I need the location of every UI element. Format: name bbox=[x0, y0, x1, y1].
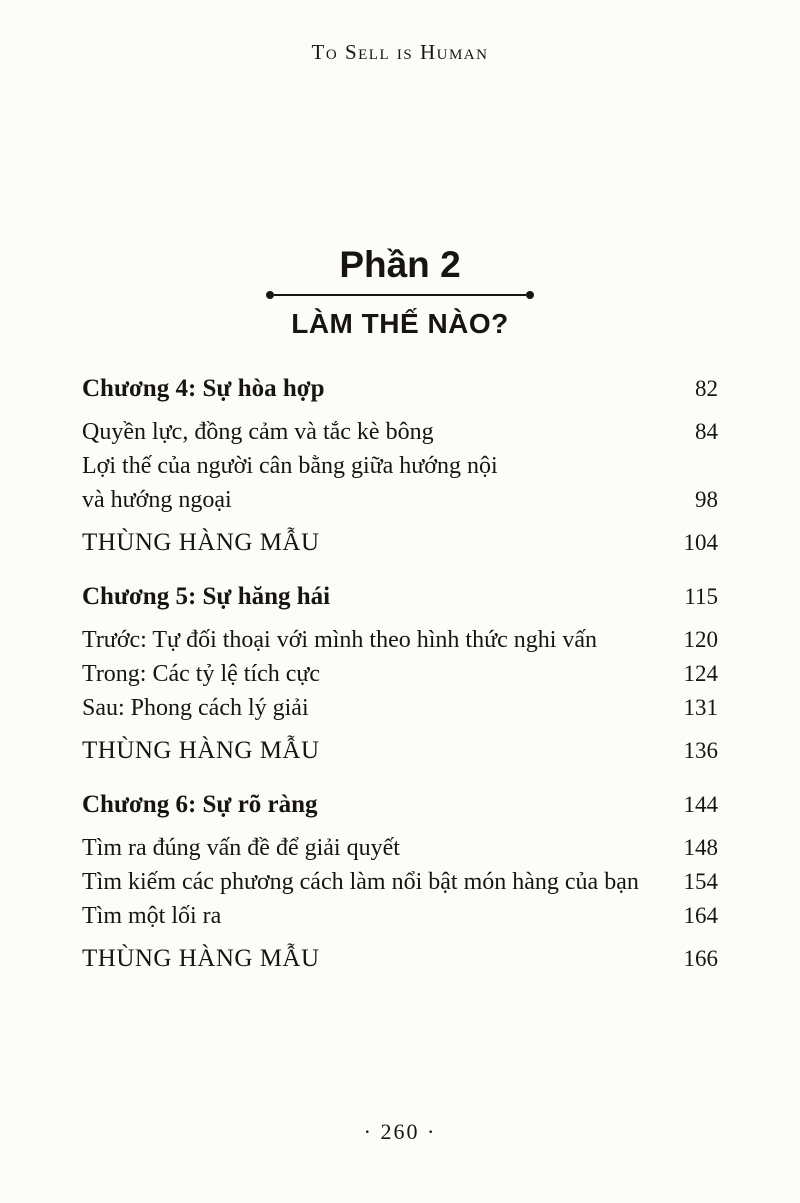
entry-title: Quyền lực, đồng cảm và tắc kè bông bbox=[82, 419, 434, 445]
page-number: 144 bbox=[683, 792, 718, 817]
page-number: 82 bbox=[695, 376, 718, 401]
divider-line bbox=[274, 294, 526, 297]
entry-title: Tìm ra đúng vấn đề để giải quyết bbox=[82, 835, 400, 861]
part-label: Phần 2 bbox=[339, 244, 461, 285]
toc-row-entry bbox=[82, 657, 718, 691]
toc-row-entry bbox=[82, 691, 718, 725]
page-number: 148 bbox=[683, 835, 718, 860]
toc-row-entry bbox=[82, 415, 718, 449]
entry-title: Tìm một lối ra bbox=[82, 903, 222, 929]
page-number: 84 bbox=[695, 419, 718, 444]
toc-row-entry bbox=[82, 623, 718, 657]
entry-title: Tìm kiếm các phương cách làm nổi bật món hàng của bạn bbox=[82, 869, 639, 895]
toc-row-chapter bbox=[82, 372, 718, 406]
divider-dot-right bbox=[526, 291, 534, 299]
part-heading bbox=[82, 246, 718, 340]
toc-row-entry bbox=[82, 865, 718, 899]
toc-row-entry bbox=[82, 899, 718, 933]
page-number: 166 bbox=[683, 946, 718, 971]
chapter-title: Chương 6: Sự rõ ràng bbox=[82, 791, 318, 818]
entry-title: Trước: Tự đối thoại với mình theo hình thức nghi vấn bbox=[82, 627, 598, 653]
divider-dot-left bbox=[266, 291, 274, 299]
page-number: 154 bbox=[683, 869, 718, 894]
page-number: 98 bbox=[695, 487, 718, 512]
toc-row-sample-case bbox=[82, 734, 718, 768]
page-number: 136 bbox=[683, 738, 718, 763]
entry-title: Trong: Các tỷ lệ tích cực bbox=[82, 661, 321, 687]
chapter-title: Chương 5: Sự hăng hái bbox=[82, 583, 331, 610]
page-number: 131 bbox=[683, 695, 718, 720]
toc-row-entry bbox=[82, 831, 718, 865]
entry-title: Sau: Phong cách lý giải bbox=[82, 695, 309, 721]
folio-page-number: · 260 · bbox=[363, 1119, 437, 1144]
chapter-title: Chương 4: Sự hòa hợp bbox=[82, 375, 325, 402]
toc-row-sample-case bbox=[82, 526, 718, 560]
toc-row-sample-case bbox=[82, 942, 718, 976]
page-number: 124 bbox=[683, 661, 718, 686]
table-of-contents bbox=[82, 372, 718, 976]
page-number: 120 bbox=[683, 627, 718, 652]
page-number: 104 bbox=[683, 530, 718, 555]
toc-row-chapter bbox=[82, 788, 718, 822]
entry-title-line-1: Lợi thế của người cân bằng giữa hướng nội bbox=[82, 453, 498, 479]
sample-case-title: THÙNG HÀNG MẪU bbox=[82, 737, 320, 764]
page-number: 115 bbox=[684, 584, 718, 609]
entry-title-line-2: và hướng ngoại bbox=[82, 487, 232, 513]
sample-case-title: THÙNG HÀNG MẪU bbox=[82, 529, 320, 556]
running-head: To Sell is Human bbox=[311, 40, 489, 64]
page-number: 164 bbox=[683, 903, 718, 928]
part-divider bbox=[266, 291, 534, 299]
part-title: LÀM THẾ NÀO? bbox=[291, 308, 509, 339]
toc-row-entry-multiline bbox=[82, 449, 718, 517]
entry-title bbox=[82, 449, 498, 517]
toc-row-chapter bbox=[82, 580, 718, 614]
sample-case-title: THÙNG HÀNG MẪU bbox=[82, 945, 320, 972]
